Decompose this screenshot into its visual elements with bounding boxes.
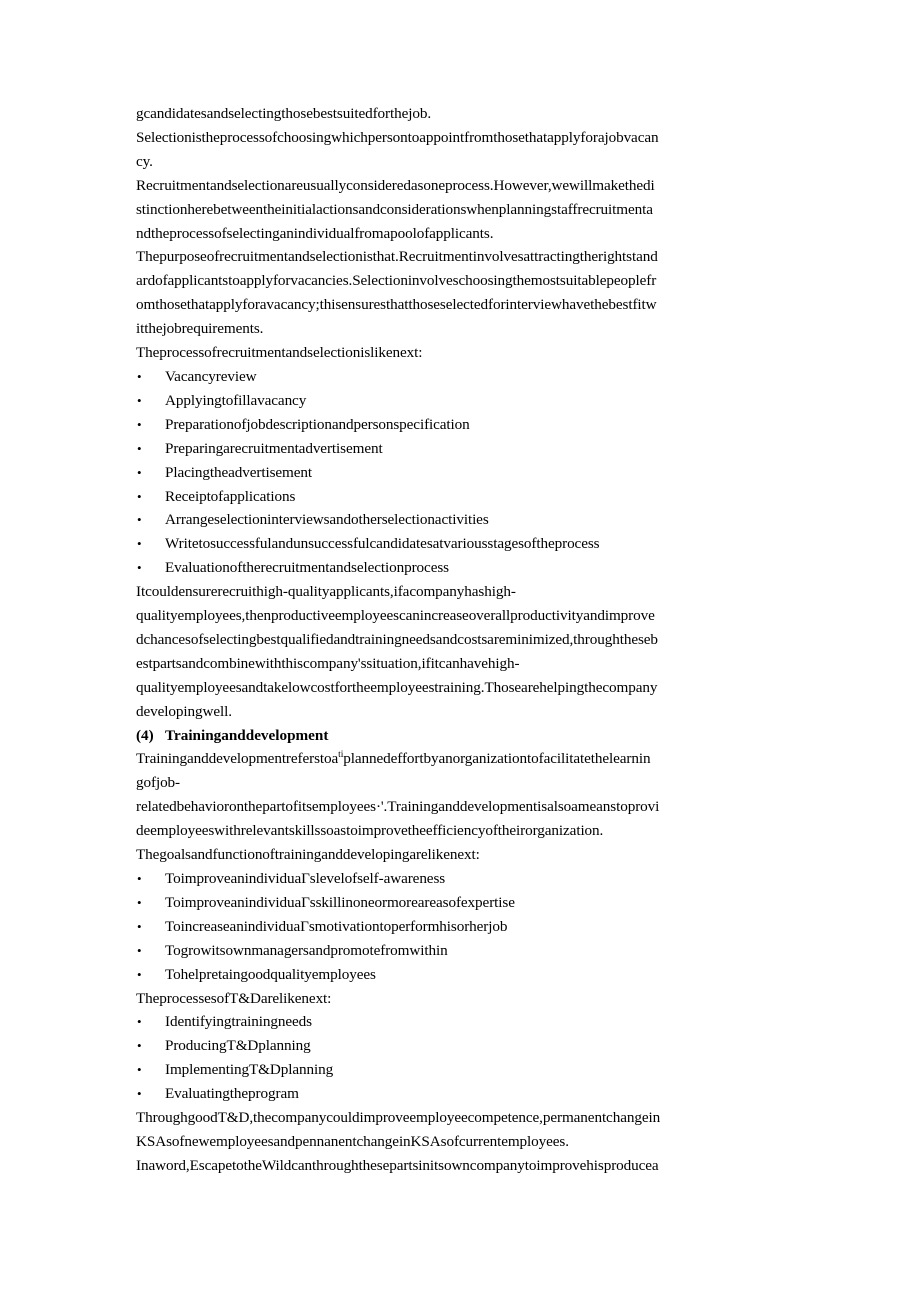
bullet-icon: • [137, 392, 142, 408]
text-segment: Traininganddevelopmentreferstoa [136, 750, 339, 768]
text-line-with-marker [136, 747, 786, 771]
paragraph-td-process-lead [136, 987, 786, 1011]
bullet-icon: • [137, 918, 142, 934]
bullet-icon: • [137, 512, 142, 528]
heading-label: Traininganddevelopment [165, 726, 329, 744]
list-item [136, 1082, 786, 1106]
list-item-label: Tohelpretaingoodqualityemployees [165, 965, 376, 983]
list-item-label: Identifyingtrainingneeds [165, 1013, 312, 1031]
document-text-body [136, 102, 786, 1178]
list-item [136, 939, 786, 963]
list-item [136, 867, 786, 891]
list-item [136, 437, 786, 461]
text-line: qualityemployeesandtakelowcostfortheemployeestraining.Thosearehelpingthecompany [136, 678, 658, 696]
list-item [136, 915, 786, 939]
text-line: Thepurposeofrecruitmentandselectionisthat.Recruitmentinvolvesattractingtherightstand [136, 248, 658, 266]
text-line: ardofapplicantstoapplyforvacancies.Selectioninvolveschoosingthemostsuitablepeoplefr [136, 272, 657, 290]
list-item-label: ToincreaseanindividuaΓsmotivationtoperformhisorherjob [165, 917, 508, 935]
text-line: developingwell. [136, 702, 232, 720]
bullet-icon: • [137, 416, 142, 432]
list-td-process [136, 1010, 786, 1106]
bullet-icon: • [137, 1062, 142, 1078]
text-line: Inaword,EscapetotheWildcanthroughthesepartsinitsowncompanytoimprovehisproducea [136, 1156, 659, 1174]
text-line: cy. [136, 152, 153, 170]
text-line: stinctionherebetweentheinitialactionsandconsiderationswhenplanningstaffrecruitmenta [136, 200, 653, 218]
text-line: TheprocessesofT&Darelikenext: [136, 989, 332, 1007]
text-line: deemployeeswithrelevantskillssoastoimprovetheefficiencyoftheirorganization. [136, 822, 604, 840]
list-item [136, 389, 786, 413]
text-line: estpartsandcombinewiththiscompany'ssituation,ifitcanhavehigh- [136, 654, 520, 672]
text-line: gcandidatesandselectingthosebestsuitedforthejob. [136, 105, 432, 122]
list-item-label: ToimproveanindividuaΓsskillinoneormoreareasofexpertise [165, 893, 515, 911]
list-item-label: Applyingtofillavacancy [165, 391, 307, 409]
bullet-icon: • [137, 871, 142, 886]
list-item-label: Evaluationoftherecruitmentandselectionprocess [165, 559, 449, 577]
bullet-icon: • [137, 536, 142, 552]
list-item [136, 485, 786, 509]
list-item-label: Preparationofjobdescriptionandpersonspecification [165, 415, 470, 433]
list-item [136, 413, 786, 437]
text-line: Itcouldensurerecruithigh-qualityapplicants,ifacompanyhashigh- [136, 583, 516, 601]
list-item [136, 461, 786, 485]
bullet-icon: • [137, 1038, 142, 1054]
list-item [136, 365, 786, 389]
list-item [136, 1034, 786, 1058]
list-item-label: Preparingarecruitmentadvertisement [165, 439, 383, 457]
bullet-icon: • [137, 488, 142, 504]
list-item [136, 532, 786, 556]
list-item-label: Evaluatingtheprogram [165, 1085, 299, 1103]
list-item-label: Togrowitsownmanagersandpromotefromwithin [165, 941, 448, 959]
list-item-label: ToimproveanindividuaΓslevelofself-awareness [165, 870, 446, 887]
list-training-goals [136, 867, 786, 987]
bullet-icon: • [137, 942, 142, 958]
list-item [136, 963, 786, 987]
list-item-label: Placingtheadvertisement [165, 463, 312, 481]
list-item [136, 1010, 786, 1034]
text-line: Theprocessofrecruitmentandselectionislikenext: [136, 344, 423, 362]
list-item-label: ImplementingT&Dplanning [165, 1061, 334, 1079]
list-item [136, 1058, 786, 1082]
text-line: Thegoalsandfunctionoftraininganddevelopingarelikenext: [136, 846, 480, 864]
list-item [136, 508, 786, 532]
paragraph-recruitment-intro [136, 102, 786, 365]
text-line: dchancesofselectingbestqualifiedandtrainingneedsandcostsareminimized,throughtheseb [136, 630, 658, 648]
list-item-label: Vacancyreview [165, 367, 257, 385]
list-item [136, 891, 786, 915]
paragraph-training-definition [136, 747, 786, 867]
list-item-label: Arrangeselectioninterviewsandotherselectionactivities [165, 511, 489, 529]
footnote-marker: ti [338, 750, 344, 761]
paragraph-quality-applicants [136, 580, 786, 723]
bullet-icon: • [137, 1014, 142, 1030]
list-item-label: ProducingT&Dplanning [165, 1037, 311, 1055]
list-item [136, 556, 786, 580]
text-line: KSAsofnewemployeesandpennanentchangeinKSAsofcurrentemployees. [136, 1132, 569, 1150]
text-line: relatedbehavioronthepartofitsemployees·'.Traininganddevelopmentisalsoameanstoprovi [136, 798, 660, 816]
bullet-icon: • [137, 894, 142, 910]
list-item-label: Writetosuccessfulandunsuccessfulcandidatesatvariousstagesoftheprocess [165, 535, 600, 553]
text-line: Selectionistheprocessofchoosingwhichpersontoappointfromthosethatapplyforajobvacan [136, 128, 659, 146]
text-line: qualityemployees,thenproductiveemployeescanincreaseoverallproductivityandimprove [136, 607, 655, 625]
bullet-icon: • [137, 440, 142, 456]
bullet-icon: • [137, 464, 142, 480]
text-line: ndtheprocessofselectinganindividualfromapoolofapplicants. [136, 224, 494, 242]
section-heading-training-development [136, 724, 786, 748]
bullet-icon: • [137, 368, 142, 384]
text-line: Recruitmentandselectionareusuallyconsideredasoneprocess.However,wewillmakethedi [136, 176, 655, 194]
text-line: ThroughgoodT&D,thecompanycouldimproveemployeecompetence,permanentchangein [136, 1109, 661, 1127]
list-item-label: Receiptofapplications [165, 487, 296, 505]
text-line: gofjob- [136, 774, 181, 792]
heading-number: (4) [136, 726, 154, 744]
text-line: itthejobrequirements. [136, 320, 264, 338]
text-line: omthosethatapplyforavacancy;thisensuresthatthoseselectedforinterviewhavethebestfitw [136, 296, 657, 314]
bullet-icon: • [137, 966, 142, 982]
bullet-icon: • [137, 560, 142, 576]
text-segment: plannedeffortbyanorganizationtofacilitatethelearnin [343, 750, 651, 768]
paragraph-conclusion [136, 1106, 786, 1178]
bullet-icon: • [137, 1086, 142, 1102]
list-recruitment-process [136, 365, 786, 580]
